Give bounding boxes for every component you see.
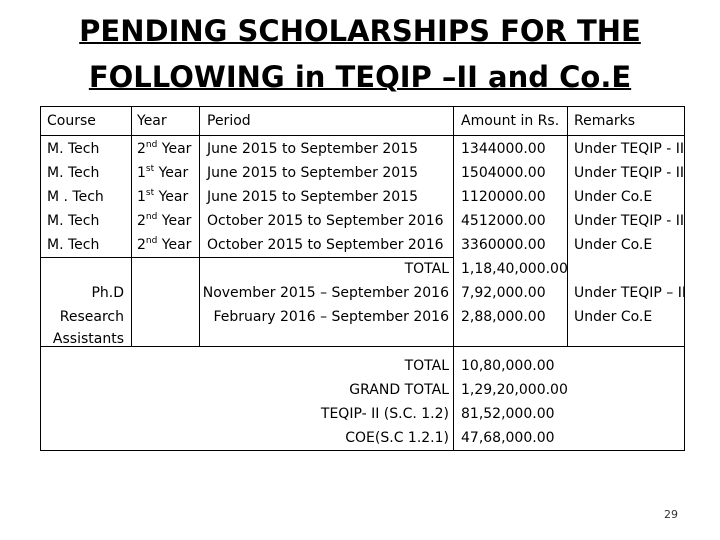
cell-amount: 3360000.00 — [461, 237, 546, 253]
cell-amount: 1504000.00 — [461, 165, 546, 181]
cell-remarks: Under TEQIP – II — [574, 285, 686, 301]
cell-period: June 2015 to September 2015 — [207, 189, 418, 205]
cell-year: 2nd Year — [137, 236, 192, 253]
cell-amount: 1344000.00 — [461, 141, 546, 157]
summary-label: TOTAL — [404, 358, 449, 374]
divider-mtech-block — [41, 257, 453, 258]
title-line-2: FOLLOWING in TEQIP –II and Co.E — [88, 60, 632, 94]
cell-course: M. Tech — [47, 141, 100, 157]
cell-course: M. Tech — [47, 237, 100, 253]
summary-amount: 81,52,000.00 — [461, 406, 555, 422]
cell-amount: 1120000.00 — [461, 189, 546, 205]
divider-phd-block — [41, 346, 684, 347]
header-period: Period — [207, 113, 251, 129]
cell-period: June 2015 to September 2015 — [207, 141, 418, 157]
cell-year: 1st Year — [137, 188, 189, 205]
cell-year: 1st Year — [137, 164, 189, 181]
cell-course: M . Tech — [47, 189, 104, 205]
cell-period: February 2016 – September 2016 — [213, 309, 449, 325]
cell-course-line-2: Assistants — [52, 331, 124, 347]
summary-label: COE(S.C 1.2.1) — [345, 430, 449, 446]
total-label: TOTAL — [404, 261, 449, 277]
summary-amount: 1,29,20,000.00 — [461, 382, 568, 398]
header-year: Year — [137, 113, 167, 129]
cell-course: Ph.D — [91, 285, 124, 301]
cell-year: 2nd Year — [137, 212, 192, 229]
total-amount: 1,18,40,000.00 — [461, 261, 568, 277]
cell-period: June 2015 to September 2015 — [207, 165, 418, 181]
scholarship-table — [40, 106, 685, 451]
summary-amount: 47,68,000.00 — [461, 430, 555, 446]
cell-year: 2nd Year — [137, 140, 192, 157]
divider-period-amount — [453, 107, 454, 450]
cell-amount: 4512000.00 — [461, 213, 546, 229]
cell-amount: 7,92,000.00 — [461, 285, 546, 301]
title-line-1: PENDING SCHOLARSHIPS FOR THE — [79, 14, 641, 48]
cell-course: Research — [59, 309, 124, 325]
cell-amount: 2,88,000.00 — [461, 309, 546, 325]
page-title — [0, 8, 720, 100]
cell-remarks: Under TEQIP - II — [574, 165, 685, 181]
cell-period: November 2015 – September 2016 — [202, 285, 449, 301]
header-remarks: Remarks — [574, 113, 636, 129]
summary-label: TEQIP- II (S.C. 1.2) — [320, 406, 449, 422]
header-amount: Amount in Rs. — [461, 113, 560, 129]
divider-header — [41, 135, 684, 136]
divider-year-period — [199, 107, 200, 346]
cell-remarks: Under Co.E — [574, 237, 653, 253]
cell-course: M. Tech — [47, 165, 100, 181]
summary-label: GRAND TOTAL — [349, 382, 449, 398]
cell-period: October 2015 to September 2016 — [207, 237, 444, 253]
cell-period: October 2015 to September 2016 — [207, 213, 444, 229]
divider-amount-remarks — [567, 107, 568, 346]
divider-course-year — [131, 107, 132, 346]
page-number: 29 — [664, 508, 678, 521]
cell-remarks: Under Co.E — [574, 189, 653, 205]
cell-remarks: Under TEQIP - II — [574, 213, 685, 229]
cell-remarks: Under TEQIP - II — [574, 141, 685, 157]
cell-course: M. Tech — [47, 213, 100, 229]
summary-amount: 10,80,000.00 — [461, 358, 555, 374]
header-course: Course — [47, 113, 96, 129]
cell-remarks: Under Co.E — [574, 309, 653, 325]
